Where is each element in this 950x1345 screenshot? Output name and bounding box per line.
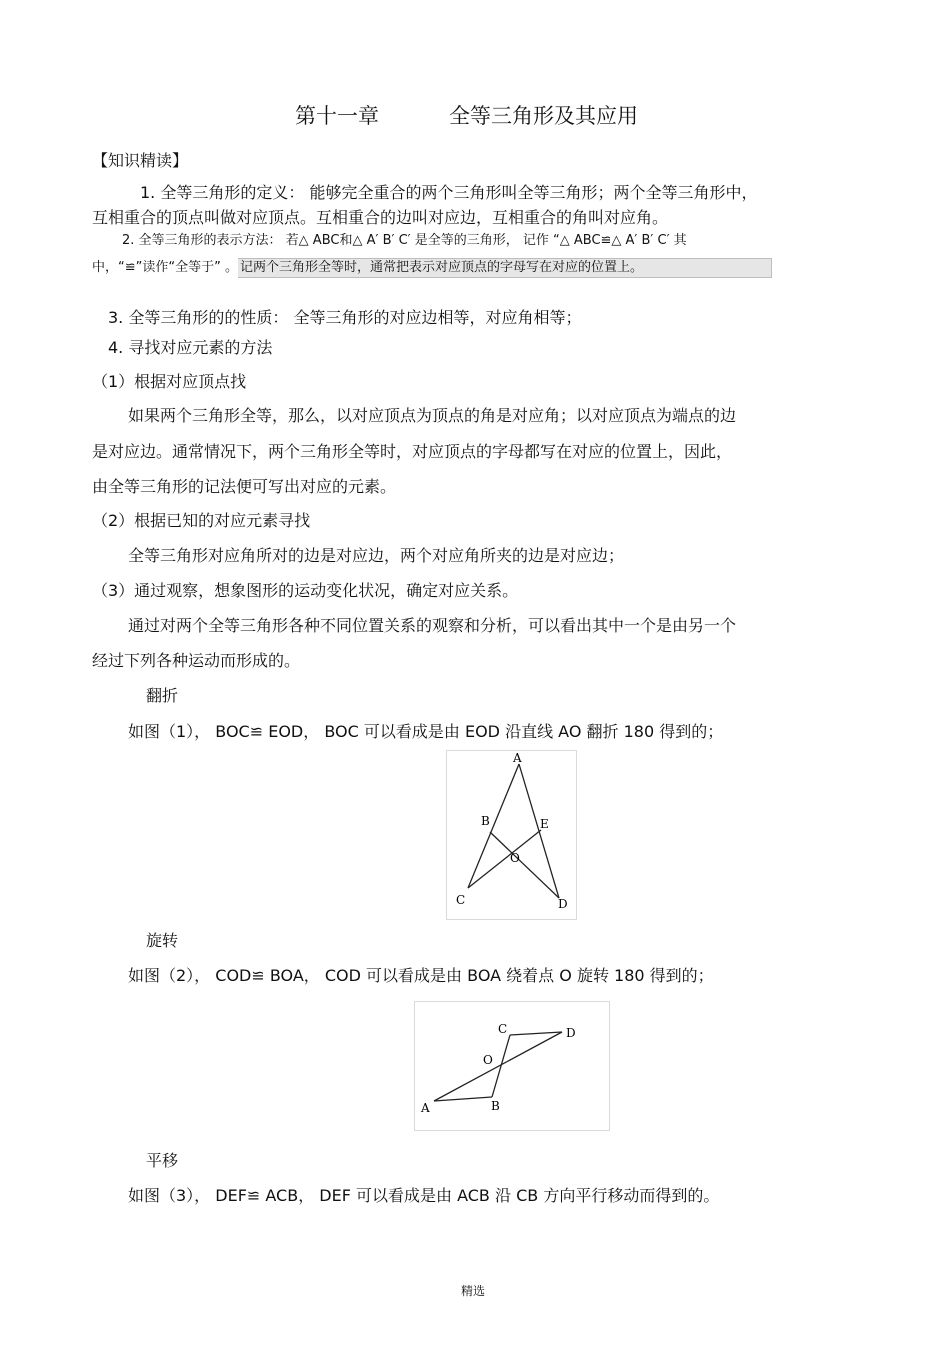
label-E: E bbox=[540, 817, 549, 831]
figure-1-fold bbox=[446, 750, 577, 920]
method-3-line-1: 通过对两个全等三角形各种不同位置关系的观察和分析，可以看出其中一个是由另一个 bbox=[128, 616, 737, 635]
method-2-heading: （2）根据已知的对应元素寻找 bbox=[92, 511, 311, 530]
label-A: A bbox=[421, 1101, 430, 1115]
label-O: O bbox=[510, 851, 520, 865]
notation-line-1: 2. 全等三角形的表示方法： 若△ ABC和△ A′ B′ C′ 是全等的三角形， 记作 “△ ABC≌△ A′ B′ C′ 其 bbox=[122, 233, 687, 248]
label-D: D bbox=[566, 1026, 576, 1040]
fold-heading: 翻折 bbox=[146, 686, 179, 705]
method-1-line-2: 是对应边。通常情况下，两个三角形全等时，对应顶点的字母都写在对应的位置上，因此， bbox=[92, 442, 733, 461]
property-line: 3. 全等三角形的的性质： 全等三角形的对应边相等，对应角相等； bbox=[108, 308, 582, 327]
definition-line-1: 1. 全等三角形的定义： 能够完全重合的两个三角形叫全等三角形；两个全等三角形中， bbox=[140, 183, 758, 202]
fold-text: 如图（1）， BOC≌ EOD， BOC 可以看成是由 EOD 沿直线 AO 翻折 180 得到的； bbox=[128, 722, 724, 741]
method-1-line-1: 如果两个三角形全等，那么，以对应顶点为顶点的角是对应角；以对应顶点为端点的边 bbox=[128, 406, 737, 425]
chapter-number: 第十一章 bbox=[295, 104, 379, 128]
label-A: A bbox=[513, 751, 522, 765]
section-heading: 【知识精读】 bbox=[92, 151, 189, 170]
notation-line-2 bbox=[92, 258, 772, 278]
label-D: D bbox=[558, 897, 568, 911]
chapter-title bbox=[295, 102, 638, 130]
page-footer: 精选 bbox=[461, 1284, 486, 1298]
method-1-line-3: 由全等三角形的记法便可写出对应的元素。 bbox=[92, 477, 397, 496]
notation-highlight: 记两个三角形全等时，通常把表示对应顶点的字母写在对应的位置上。 bbox=[238, 258, 772, 278]
figure-2-rotate bbox=[414, 1001, 610, 1131]
label-B: B bbox=[481, 814, 490, 828]
definition-line-2: 互相重合的顶点叫做对应顶点。互相重合的边叫对应边，互相重合的角叫对应角。 bbox=[92, 208, 669, 227]
method-2-line-1: 全等三角形对应角所对的边是对应边，两个对应角所夹的边是对应边； bbox=[128, 546, 625, 565]
figure-2-frame bbox=[415, 1002, 610, 1131]
method-1-heading: （1）根据对应顶点找 bbox=[92, 372, 247, 391]
notation-line-2-start: 中，“≌”读作“全等于” 。 bbox=[92, 260, 238, 275]
translate-heading: 平移 bbox=[146, 1151, 179, 1170]
label-C: C bbox=[456, 893, 466, 907]
label-O: O bbox=[483, 1053, 493, 1067]
figure-1-frame bbox=[447, 751, 577, 920]
rotate-text: 如图（2）， COD≌ BOA， COD 可以看成是由 BOA 绕着点 O 旋转 180 得到的； bbox=[128, 966, 714, 985]
rotate-heading: 旋转 bbox=[146, 931, 179, 950]
method-3-heading: （3）通过观察，想象图形的运动变化状况，确定对应关系。 bbox=[92, 581, 519, 600]
label-C: C bbox=[498, 1022, 508, 1036]
chapter-name: 全等三角形及其应用 bbox=[449, 104, 638, 128]
label-B: B bbox=[491, 1099, 500, 1113]
method-3-line-2: 经过下列各种运动而形成的。 bbox=[92, 651, 301, 670]
translate-text: 如图（3）， DEF≌ ACB， DEF 可以看成是由 ACB 沿 CB 方向平行移动而得到的。 bbox=[128, 1186, 720, 1205]
method-heading: 4. 寻找对应元素的方法 bbox=[108, 338, 273, 357]
